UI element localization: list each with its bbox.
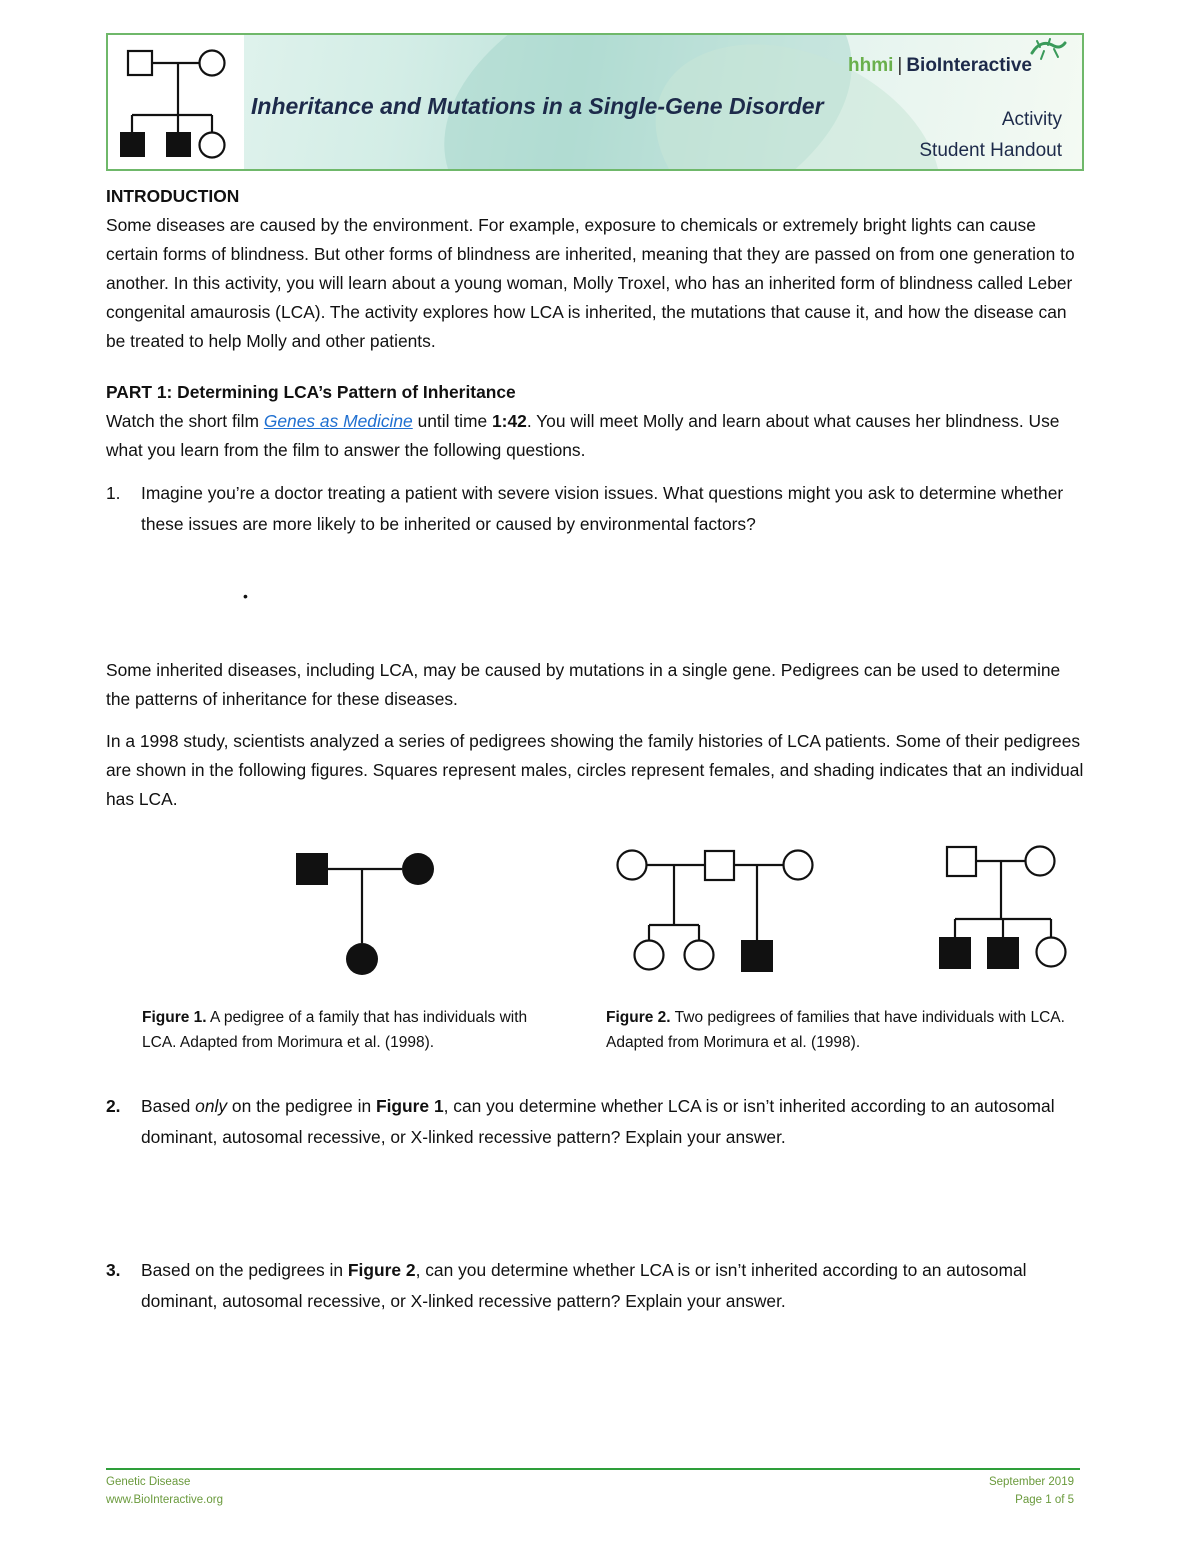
question-3-text: Based on the pedigrees in Figure 2, can you determine whether LCA is or isn’t inherited according to an autosomal dominant, autosomal recessive, or X-linked recessive pattern? Explain your answer. xyxy=(141,1260,1027,1311)
figure-1-caption: Figure 1. A pedigree of a family that has individuals with LCA. Adapted from Morimura et al. (1998). xyxy=(142,1009,528,1051)
document-type-handout: Student Handout xyxy=(919,140,1062,161)
intro-paragraph: Some diseases are caused by the environment. For example, exposure to chemicals or extremely bright lights can cause certain forms of blindness. But other forms of blindness are inherited, meaning that they are passed on from one generation to another. In this activity, you will learn about a young woman, Molly Troxel, who has an inherited form of blindness called Leber congenital amaurosis (LCA). The activity explores how LCA is inherited, the mutations that cause it, and how the disease can be treated to help Molly and other patients. xyxy=(106,215,1075,351)
footer-website-link[interactable]: www.BioInteractive.org xyxy=(106,1494,223,1506)
intro-heading: INTRODUCTION xyxy=(106,186,240,206)
figure-1-pedigree xyxy=(290,845,440,980)
footer-page-number: Page 1 of 5 xyxy=(1015,1494,1074,1506)
header-banner xyxy=(106,33,1084,171)
fig1-affected-mother xyxy=(402,853,434,885)
pedigree-logo-icon xyxy=(108,35,244,169)
answer-bullet: • xyxy=(243,588,248,604)
film-link-genes-as-medicine[interactable]: Genes as Medicine xyxy=(263,411,413,431)
page-title: Inheritance and Mutations in a Single-Gene Disorder xyxy=(251,93,824,119)
figure-2-pedigree-a xyxy=(612,845,822,975)
pedigree-logo xyxy=(108,35,244,169)
question-1-number: 1. xyxy=(106,483,121,503)
lizard-logo-icon xyxy=(1028,37,1068,63)
figure-2-pedigree-b xyxy=(935,842,1075,974)
question-3-number: 3. xyxy=(106,1260,121,1280)
figure-2-caption: Figure 2. Two pedigrees of families that have individuals with LCA. Adapted from Morimura et al. (1998). xyxy=(606,1009,1065,1051)
fig1-affected-daughter xyxy=(346,943,378,975)
document-type-activity: Activity xyxy=(1001,109,1062,130)
footer-course: Genetic Disease xyxy=(106,1476,191,1488)
hhmi-biointeractive-logo: hhmi | BioInteractive xyxy=(848,55,1032,76)
question-2-number: 2. xyxy=(106,1096,121,1116)
inherited-paragraph: Some inherited diseases, including LCA, may be caused by mutations in a single gene. Pedigrees can be used to determine the patterns of inheritance for these diseases. xyxy=(106,660,1061,709)
fig1-affected-father xyxy=(296,853,328,885)
part1-heading: PART 1: Determining LCA’s Pattern of Inheritance xyxy=(106,382,516,402)
footer-divider xyxy=(106,1468,1080,1470)
part1-instructions: Watch the short film Genes as Medicine until time 1:42. You will meet Molly and learn about what causes her blindness. Use what you learn from the film to answer the following questions. xyxy=(106,411,1060,460)
footer-date: September 2019 xyxy=(988,1476,1074,1488)
question-1-text: Imagine you’re a doctor treating a patient with severe vision issues. What questions might you ask to determine whether these issues are more likely to be inherited or caused by environmental factors? xyxy=(141,483,1064,534)
question-2-text: Based only on the pedigree in Figure 1, can you determine whether LCA is or isn’t inherited according to an autosomal dominant, autosomal recessive, or X-linked recessive pattern? Explain your answer. xyxy=(141,1096,1055,1147)
study-paragraph: In a 1998 study, scientists analyzed a series of pedigrees showing the family histories of LCA patients. Some of their pedigrees are shown in the following figures. Squares represent males, circles represent females, and shading indicates that an individual has LCA. xyxy=(106,731,1084,809)
